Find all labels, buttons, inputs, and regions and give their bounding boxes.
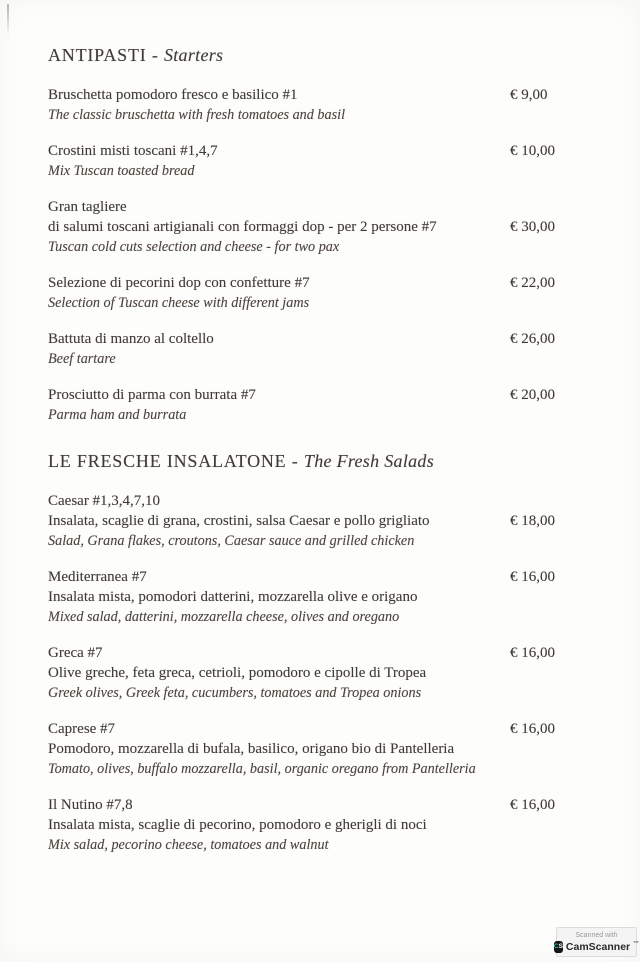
menu-item	[48, 85, 628, 125]
menu-item	[48, 141, 628, 181]
menu-item-row	[48, 683, 628, 703]
item-translation: Beef tartare	[48, 351, 116, 367]
menu-item-row	[48, 349, 628, 369]
scan-artifact-mark	[7, 4, 9, 36]
menu-item	[48, 273, 628, 313]
menu-item-row	[48, 161, 628, 181]
item-name: Battuta di manzo al coltello	[48, 331, 214, 347]
item-name: Caprese #7	[48, 721, 116, 737]
logo-letter-c: C	[553, 943, 559, 950]
item-description: Insalata, scaglie di grana, crostini, salsa Caesar e pollo grigliato	[48, 513, 430, 529]
menu-section	[48, 45, 628, 425]
item-price: € 26,00	[510, 331, 555, 347]
menu-item-row	[48, 141, 628, 161]
menu-item-row	[48, 643, 628, 663]
menu-item	[48, 329, 628, 369]
menu-item	[48, 719, 628, 779]
menu-item-row	[48, 273, 628, 293]
menu-content	[48, 45, 628, 871]
section-title: ANTIPASTI	[48, 45, 147, 65]
menu-item-row	[48, 663, 628, 683]
menu-item-row	[48, 835, 628, 855]
menu-item-row	[48, 405, 628, 425]
item-price: € 10,00	[510, 143, 555, 159]
item-translation: Mix Tuscan toasted bread	[48, 163, 195, 179]
menu-item-row	[48, 567, 628, 587]
menu-item	[48, 491, 628, 551]
menu-item-row	[48, 217, 628, 237]
section-separator: -	[286, 451, 304, 471]
item-translation: The classic bruschetta with fresh tomatoes and basil	[48, 107, 346, 123]
item-translation: Selection of Tuscan cheese with different jams	[48, 295, 310, 311]
menu-item-row	[48, 795, 628, 815]
item-price: € 30,00	[510, 219, 555, 235]
menu-item-row	[48, 491, 628, 511]
menu-item	[48, 567, 628, 627]
item-name: Mediterranea #7	[48, 569, 147, 585]
item-price: € 20,00	[510, 387, 555, 403]
menu-item	[48, 795, 628, 855]
camscanner-badge	[553, 927, 640, 957]
item-price: € 9,00	[510, 87, 548, 103]
item-name: Bruschetta pomodoro fresco e basilico #1	[48, 87, 298, 103]
item-description: di salumi toscani artigianali con formaggi dop - per 2 persone #7	[48, 219, 437, 235]
item-price: € 18,00	[510, 513, 555, 529]
item-price: € 16,00	[510, 569, 555, 585]
badge-scanned-with-label: Scanned with	[575, 932, 618, 939]
badge-brand-row	[553, 940, 640, 954]
section-subtitle: Starters	[163, 45, 224, 65]
menu-item-row	[48, 739, 628, 759]
camscanner-logo-icon	[554, 941, 563, 953]
section-title: LE FRESCHE INSALATONE	[48, 451, 287, 471]
item-name: Il Nutino #7,8	[48, 797, 133, 813]
section-separator: -	[146, 45, 164, 65]
badge-camscanner-label: CamScanner	[565, 941, 631, 953]
logo-letter-s: S	[558, 943, 563, 950]
item-description: Insalata mista, scaglie di pecorino, pomodoro e gherigli di noci	[48, 817, 427, 833]
menu-item-row	[48, 197, 628, 217]
item-translation: Parma ham and burrata	[48, 407, 187, 423]
item-price: € 22,00	[510, 275, 555, 291]
menu-item	[48, 643, 628, 703]
menu-item-row	[48, 719, 628, 739]
item-price: € 16,00	[510, 797, 555, 813]
item-name: Greca #7	[48, 645, 103, 661]
menu-item-row	[48, 759, 628, 779]
item-translation: Mix salad, pecorino cheese, tomatoes and walnut	[48, 837, 329, 853]
item-description: Olive greche, feta greca, cetrioli, pomodoro e cipolle di Tropea	[48, 665, 427, 681]
menu-item-row	[48, 511, 628, 531]
item-name: Prosciutto di parma con burrata #7	[48, 387, 256, 403]
menu-item-row	[48, 293, 628, 313]
menu-item-row	[48, 607, 628, 627]
item-translation: Mixed salad, datterini, mozzarella cheese, olives and oregano	[48, 609, 400, 625]
section-header	[48, 45, 628, 65]
menu-item-row	[48, 531, 628, 551]
item-price: € 16,00	[510, 721, 555, 737]
item-description: Insalata mista, pomodori datterini, mozzarella olive e origano	[48, 589, 418, 605]
trademark-mark: ™	[633, 941, 640, 947]
item-translation: Greek olives, Greek feta, cucumbers, tomatoes and Tropea onions	[48, 685, 422, 701]
menu-item-row	[48, 105, 628, 125]
item-name: Gran tagliere	[48, 199, 127, 215]
menu-item-row	[48, 237, 628, 257]
menu-item-row	[48, 329, 628, 349]
menu-item-row	[48, 815, 628, 835]
item-description: Pomodoro, mozzarella di bufala, basilico, origano bio di Pantelleria	[48, 741, 455, 757]
menu-section	[48, 451, 628, 855]
menu-item	[48, 385, 628, 425]
item-name: Crostini misti toscani #1,4,7	[48, 143, 218, 159]
menu-item-row	[48, 587, 628, 607]
item-price: € 16,00	[510, 645, 555, 661]
section-subtitle: The Fresh Salads	[303, 451, 435, 471]
item-name: Selezione di pecorini dop con confetture #7	[48, 275, 310, 291]
item-name: Caesar #1,3,4,7,10	[48, 493, 161, 509]
menu-item	[48, 197, 628, 257]
item-translation: Salad, Grana flakes, croutons, Caesar sauce and grilled chicken	[48, 533, 415, 549]
menu-item-row	[48, 385, 628, 405]
item-translation: Tuscan cold cuts selection and cheese - for two pax	[48, 239, 340, 255]
menu-item-row	[48, 85, 628, 105]
item-translation: Tomato, olives, buffalo mozzarella, basil, organic oregano from Pantelleria	[48, 761, 476, 777]
section-header	[48, 451, 628, 471]
